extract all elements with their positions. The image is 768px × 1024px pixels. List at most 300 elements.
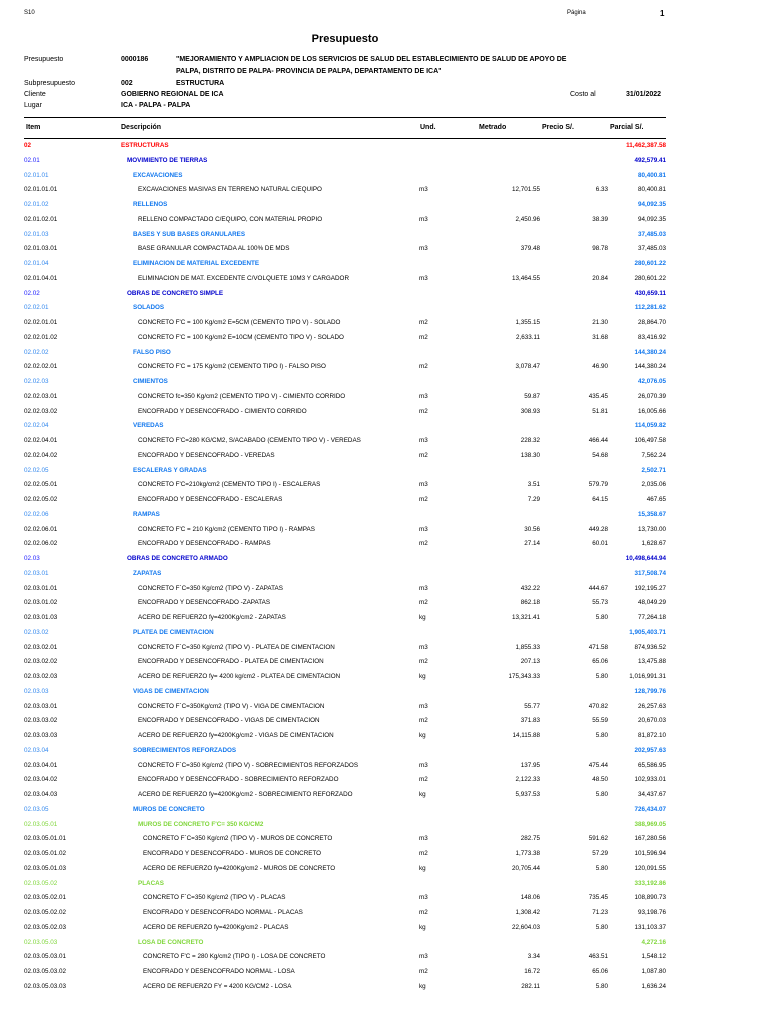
row-item-code: 02.02.05 bbox=[24, 466, 49, 474]
row-metrado: 22,604.03 bbox=[511, 923, 540, 931]
row-unit: m3 bbox=[419, 437, 428, 444]
table-row bbox=[0, 612, 768, 626]
row-description: SOBRECIMIENTOS REFORZADOS bbox=[133, 746, 237, 754]
row-parcial: 192,195.27 bbox=[634, 584, 666, 592]
row-parcial: 202,957.63 bbox=[634, 746, 666, 754]
row-parcial: 34,437.67 bbox=[637, 791, 666, 798]
row-parcial: 102,933.01 bbox=[634, 776, 666, 784]
row-item-code: 02.03.05 bbox=[24, 805, 49, 813]
row-parcial: 37,485.03 bbox=[637, 245, 666, 253]
cliente-label: Cliente bbox=[24, 91, 46, 98]
lugar-value: ICA - PALPA - PALPA bbox=[121, 102, 191, 109]
table-row bbox=[0, 863, 768, 877]
row-parcial: 7,562.24 bbox=[641, 451, 666, 459]
row-description: ENCOFRADO Y DESENCOFRADO -ZAPATAS bbox=[138, 599, 271, 607]
table-row bbox=[0, 701, 768, 715]
table-group-row bbox=[0, 376, 768, 390]
table-row bbox=[0, 450, 768, 464]
table-row bbox=[0, 951, 768, 965]
row-item-code: 02.02 bbox=[24, 289, 40, 297]
row-metrado: 13,464.55 bbox=[511, 274, 540, 282]
table-row bbox=[0, 774, 768, 788]
row-description: ACERO DE REFUERZO fy=4200Kg/cm2 - SOBRECIMIENTO REFORZADO bbox=[138, 791, 353, 798]
table-group-row bbox=[0, 288, 768, 302]
table-row bbox=[0, 715, 768, 729]
row-metrado: 862.18 bbox=[520, 599, 540, 607]
row-description: EXCAVACIONES bbox=[133, 171, 183, 179]
row-unit: kg bbox=[419, 982, 426, 990]
row-metrado: 7.29 bbox=[527, 496, 540, 503]
row-item-code: 02.03.05.03 bbox=[24, 938, 58, 946]
row-description: EXCAVACIONES MASIVAS EN TERRENO NATURAL C/EQUIPO bbox=[138, 186, 322, 194]
row-item-code: 02.03.05.01 bbox=[24, 820, 58, 828]
row-metrado: 1,773.38 bbox=[515, 850, 540, 857]
row-description: CONCRETO F'C = 175 Kg/cm2 (CEMENTO TIPO I) - FALSO PISO bbox=[138, 363, 326, 371]
row-unit: m3 bbox=[419, 702, 428, 710]
row-metrado: 59.87 bbox=[524, 392, 540, 400]
table-row bbox=[0, 361, 768, 375]
table-row bbox=[0, 494, 768, 508]
row-item-code: 02.03.04 bbox=[24, 746, 49, 754]
table-row bbox=[0, 922, 768, 936]
row-precio: 51.81 bbox=[592, 407, 608, 415]
row-item-code: 02.01.04.01 bbox=[24, 274, 58, 282]
row-precio: 5.80 bbox=[595, 923, 608, 931]
row-item-code: 02.02.02.01 bbox=[24, 363, 58, 371]
row-description: ENCOFRADO Y DESENCOFRADO - SOBRECIMIENTO REFORZADO bbox=[138, 776, 339, 784]
row-description: MUROS DE CONCRETO F'C= 350 KG/CM2 bbox=[138, 820, 264, 828]
row-precio: 463.51 bbox=[588, 953, 608, 961]
table-group-row bbox=[0, 199, 768, 213]
row-metrado: 5,937.53 bbox=[515, 791, 540, 798]
row-precio: 65.06 bbox=[592, 968, 608, 975]
presupuesto-code: 0000186 bbox=[121, 56, 149, 63]
row-parcial: 28,864.70 bbox=[637, 319, 666, 326]
row-description: RELLENOS bbox=[133, 201, 168, 208]
column-descripcion: Descripción bbox=[121, 124, 162, 131]
page-title: Presupuesto bbox=[311, 33, 379, 45]
row-precio: 5.80 bbox=[595, 732, 608, 739]
row-description: CONCRETO F`C=350 Kg/cm2 (TIPO V) - MUROS DE CONCRETO bbox=[143, 835, 333, 843]
row-unit: m3 bbox=[419, 186, 428, 194]
project-title-line1: "MEJORAMIENTO Y AMPLIACION DE LOS SERVICIOS DE SALUD DEL ESTABLECIMIENTO DE SALUD DE APOYO DE bbox=[176, 56, 567, 63]
row-parcial: 65,586.95 bbox=[637, 761, 666, 769]
row-description: ACERO DE REFUERZO fy=4200Kg/cm2 - VIGAS DE CIMENTACION bbox=[138, 732, 334, 739]
row-unit: m3 bbox=[419, 274, 428, 282]
table-row bbox=[0, 243, 768, 257]
row-metrado: 20,705.44 bbox=[511, 864, 540, 872]
row-unit: m2 bbox=[419, 658, 428, 666]
row-item-code: 02.03.02.03 bbox=[24, 673, 58, 680]
row-parcial: 15,358.67 bbox=[637, 510, 666, 518]
row-description: RAMPAS bbox=[133, 510, 160, 518]
row-item-code: 02.03.03.01 bbox=[24, 702, 58, 710]
row-description: ACERO DE REFUERZO fy=4200Kg/cm2 - ZAPATAS bbox=[138, 614, 286, 621]
row-unit: m3 bbox=[419, 525, 428, 533]
row-parcial: 83,416.92 bbox=[637, 333, 666, 341]
row-item-code: 02.02.04.01 bbox=[24, 437, 58, 444]
costo-label: Costo al bbox=[570, 91, 596, 98]
row-item-code: 02.03.01.01 bbox=[24, 584, 58, 592]
row-description: ELIMINACION DE MAT. EXCEDENTE C/VOLQUETE 10M3 Y CARGADOR bbox=[138, 274, 349, 282]
row-parcial: 106,497.58 bbox=[634, 437, 666, 444]
row-metrado: 30.56 bbox=[524, 525, 540, 533]
row-parcial: 131,103.37 bbox=[634, 923, 666, 931]
row-parcial: 93,198.76 bbox=[637, 909, 666, 916]
row-unit: m3 bbox=[419, 215, 428, 223]
row-metrado: 148.06 bbox=[520, 894, 540, 902]
table-group-row bbox=[0, 170, 768, 184]
row-precio: 48.50 bbox=[592, 776, 608, 784]
row-metrado: 379.48 bbox=[520, 245, 540, 253]
row-precio: 65.06 bbox=[592, 658, 608, 666]
row-parcial: 20,670.03 bbox=[637, 717, 666, 725]
row-precio: 46.90 bbox=[592, 363, 608, 371]
subpresupuesto-label: Subpresupuesto bbox=[24, 80, 75, 87]
row-unit: m2 bbox=[419, 451, 428, 459]
row-item-code: 02.02.06.01 bbox=[24, 525, 58, 533]
project-title-line2: PALPA, DISTRITO DE PALPA- PROVINCIA DE PALPA, DEPARTAMENTO DE ICA" bbox=[176, 68, 442, 75]
row-parcial: 317,508.74 bbox=[634, 569, 666, 577]
row-item-code: 02.02.01.01 bbox=[24, 319, 58, 326]
row-item-code: 02.03.03 bbox=[24, 687, 49, 695]
row-metrado: 2,633.11 bbox=[515, 333, 540, 341]
row-item-code: 02.03.01 bbox=[24, 569, 49, 577]
row-parcial: 280,601.22 bbox=[634, 260, 666, 267]
row-description: MOVIMIENTO DE TIERRAS bbox=[127, 156, 208, 164]
table-row bbox=[0, 656, 768, 670]
row-item-code: 02.02.03.01 bbox=[24, 392, 58, 400]
row-precio: 5.80 bbox=[595, 673, 608, 680]
row-item-code: 02.01.01 bbox=[24, 171, 49, 179]
row-item-code: 02.03 bbox=[24, 555, 40, 562]
row-item-code: 02.02.01.02 bbox=[24, 333, 58, 341]
row-parcial: 13,475.88 bbox=[637, 658, 666, 666]
row-unit: m3 bbox=[419, 953, 428, 961]
row-description: CONCRETO F`C=350 Kg/cm2 (TIPO V) - SOBRECIMIENTOS REFORZADOS bbox=[138, 761, 359, 769]
row-precio: 475.44 bbox=[588, 761, 608, 769]
row-unit: m2 bbox=[419, 776, 428, 784]
row-parcial: 144,380.24 bbox=[634, 348, 666, 356]
table-group-row bbox=[0, 878, 768, 892]
row-metrado: 137.95 bbox=[520, 761, 540, 769]
row-description: CONCRETO fc=350 Kg/cm2 (CEMENTO TIPO V) - CIMIENTO CORRIDO bbox=[138, 392, 346, 400]
row-precio: 71.23 bbox=[592, 909, 608, 916]
table-group-row bbox=[0, 745, 768, 759]
row-item-code: 02.03.02.02 bbox=[24, 658, 58, 666]
row-description: CONCRETO F`C=350 Kg/cm2 (TIPO V) - ZAPATAS bbox=[138, 584, 283, 592]
table-group-row bbox=[0, 568, 768, 582]
row-parcial: 42,076.05 bbox=[637, 378, 666, 385]
row-precio: 57.29 bbox=[592, 850, 608, 857]
row-parcial: 280,601.22 bbox=[634, 274, 666, 282]
row-parcial: 492,579.41 bbox=[634, 156, 666, 164]
presupuesto-label: Presupuesto bbox=[24, 56, 64, 63]
row-unit: m2 bbox=[419, 333, 428, 341]
table-row bbox=[0, 730, 768, 744]
row-description: LOSA DE CONCRETO bbox=[138, 938, 204, 946]
row-item-code: 02 bbox=[24, 142, 32, 149]
row-precio: 60.01 bbox=[592, 540, 608, 548]
row-item-code: 02.02.02 bbox=[24, 348, 49, 356]
row-item-code: 02.03.04.03 bbox=[24, 791, 58, 798]
subpresupuesto-name: ESTRUCTURA bbox=[176, 80, 225, 87]
subpresupuesto-code: 002 bbox=[121, 80, 133, 87]
row-metrado: 138.30 bbox=[520, 451, 540, 459]
row-unit: kg bbox=[419, 791, 426, 798]
table-row bbox=[0, 184, 768, 198]
row-unit: m2 bbox=[419, 909, 428, 916]
row-description: VEREDAS bbox=[133, 422, 164, 430]
row-precio: 5.80 bbox=[595, 791, 608, 798]
row-unit: kg bbox=[419, 673, 426, 680]
row-metrado: 207.13 bbox=[520, 658, 540, 666]
row-description: ENCOFRADO Y DESENCOFRADO - MUROS DE CONCRETO bbox=[143, 850, 322, 857]
row-precio: 98.78 bbox=[592, 245, 608, 253]
row-metrado: 3.51 bbox=[527, 481, 540, 489]
table-row bbox=[0, 642, 768, 656]
column-precio: Precio S/. bbox=[542, 124, 574, 131]
row-precio: 5.80 bbox=[595, 614, 608, 621]
row-unit: m2 bbox=[419, 496, 428, 503]
row-description: CONCRETO F'C = 280 Kg/cm2 (TIPO I) - LOSA DE CONCRETO bbox=[143, 953, 326, 961]
table-group-row bbox=[0, 819, 768, 833]
row-description: ACERO DE REFUERZO fy=4200Kg/cm2 - MUROS DE CONCRETO bbox=[143, 864, 336, 872]
row-description: PLATEA DE CIMENTACION bbox=[133, 628, 214, 636]
row-description: SOLADOS bbox=[133, 304, 165, 312]
row-unit: m3 bbox=[419, 392, 428, 400]
row-precio: 466.44 bbox=[588, 437, 608, 444]
row-parcial: 108,890.73 bbox=[634, 894, 666, 902]
row-description: ACERO DE REFUERZO fy=4200Kg/cm2 - PLACAS bbox=[143, 923, 289, 931]
row-description: CONCRETO F'C = 100 Kg/cm2 E=5CM (CEMENTO TIPO V) - SOLADO bbox=[138, 319, 341, 326]
row-unit: kg bbox=[419, 923, 426, 931]
row-unit: m3 bbox=[419, 584, 428, 592]
table-row bbox=[0, 317, 768, 331]
lugar-label: Lugar bbox=[24, 102, 42, 109]
row-item-code: 02.02.04 bbox=[24, 422, 49, 430]
row-item-code: 02.03.05.01.03 bbox=[24, 864, 67, 872]
row-description: RELLENO COMPACTADO C/EQUIPO, CON MATERIAL PROPIO bbox=[138, 215, 323, 223]
row-item-code: 02.03.02 bbox=[24, 628, 49, 636]
row-unit: m2 bbox=[419, 540, 428, 548]
row-item-code: 02.02.03 bbox=[24, 378, 49, 385]
row-metrado: 13,321.41 bbox=[511, 614, 540, 621]
table-row bbox=[0, 391, 768, 405]
row-unit: kg bbox=[419, 732, 426, 739]
row-item-code: 02.03.02.01 bbox=[24, 643, 58, 651]
row-metrado: 175,343.33 bbox=[508, 673, 540, 680]
row-unit: m2 bbox=[419, 407, 428, 415]
row-description: CONCRETO F'C = 210 Kg/cm2 (CEMENTO TIPO I) - RAMPAS bbox=[138, 525, 315, 533]
row-unit: m2 bbox=[419, 850, 428, 857]
column-und: Und. bbox=[420, 124, 436, 131]
row-unit: m3 bbox=[419, 761, 428, 769]
row-parcial: 1,636.24 bbox=[641, 982, 666, 990]
row-parcial: 874,936.52 bbox=[634, 643, 666, 651]
table-row bbox=[0, 332, 768, 346]
row-precio: 735.45 bbox=[588, 894, 608, 902]
row-metrado: 2,122.33 bbox=[515, 776, 540, 784]
row-item-code: 02.02.04.02 bbox=[24, 451, 58, 459]
row-parcial: 388,969.05 bbox=[634, 820, 666, 828]
row-parcial: 333,192.86 bbox=[634, 879, 666, 887]
table-row bbox=[0, 966, 768, 980]
cliente-value: GOBIERNO REGIONAL DE ICA bbox=[121, 91, 224, 98]
table-row bbox=[0, 892, 768, 906]
table-group-row bbox=[0, 509, 768, 523]
row-description: CIMIENTOS bbox=[133, 378, 168, 385]
table-group-row bbox=[0, 229, 768, 243]
table-group-row bbox=[0, 302, 768, 316]
row-description: ENCOFRADO Y DESENCOFRADO - CIMIENTO CORRIDO bbox=[138, 407, 307, 415]
row-item-code: 02.03.05.02.01 bbox=[24, 894, 67, 902]
row-description: VIGAS DE CIMENTACION bbox=[133, 687, 209, 695]
table-row bbox=[0, 760, 768, 774]
row-unit: m2 bbox=[419, 319, 428, 326]
table-group-row bbox=[0, 155, 768, 169]
table-group-row bbox=[0, 627, 768, 641]
column-metrado: Metrado bbox=[479, 124, 507, 131]
row-description: CONCRETO F'C = 100 Kg/cm2 E=10CM (CEMENTO TIPO V) - SOLADO bbox=[138, 333, 344, 341]
row-item-code: 02.02.05.02 bbox=[24, 496, 58, 503]
row-parcial: 167,280.56 bbox=[634, 835, 666, 843]
row-item-code: 02.01.01.01 bbox=[24, 186, 58, 194]
row-description: ENCOFRADO Y DESENCOFRADO - VIGAS DE CIMENTACION bbox=[138, 717, 320, 725]
row-unit: m2 bbox=[419, 717, 428, 725]
row-item-code: 02.03.05.03.03 bbox=[24, 982, 67, 990]
row-description: ZAPATAS bbox=[133, 569, 162, 577]
row-metrado: 16.72 bbox=[524, 968, 540, 975]
row-precio: 54.68 bbox=[592, 451, 608, 459]
row-item-code: 02.03.01.02 bbox=[24, 599, 58, 607]
row-item-code: 02.03.04.01 bbox=[24, 761, 58, 769]
row-description: CONCRETO F`C=350 Kg/cm2 (TIPO V) - PLATEA DE CIMENTACION bbox=[138, 643, 335, 651]
row-parcial: 467.65 bbox=[646, 496, 666, 503]
table-row bbox=[0, 524, 768, 538]
row-description: ESCALERAS Y GRADAS bbox=[133, 466, 207, 474]
row-item-code: 02.03.05.01.01 bbox=[24, 835, 67, 843]
row-precio: 591.62 bbox=[588, 835, 608, 843]
row-description: OBRAS DE CONCRETO SIMPLE bbox=[127, 289, 224, 297]
row-item-code: 02.01.02 bbox=[24, 201, 49, 208]
row-parcial: 101,596.94 bbox=[634, 850, 666, 857]
table-row bbox=[0, 789, 768, 803]
row-parcial: 80,400.81 bbox=[637, 186, 666, 194]
row-parcial: 1,087.80 bbox=[641, 968, 666, 975]
row-item-code: 02.03.05.02.03 bbox=[24, 923, 67, 931]
row-unit: m3 bbox=[419, 894, 428, 902]
row-metrado: 432.22 bbox=[520, 584, 540, 592]
page-number: 1 bbox=[660, 9, 665, 18]
row-precio: 449.28 bbox=[588, 525, 608, 533]
row-precio: 55.59 bbox=[592, 717, 608, 725]
row-precio: 5.80 bbox=[595, 864, 608, 872]
table-group-row bbox=[0, 686, 768, 700]
row-parcial: 144,380.24 bbox=[634, 363, 666, 371]
row-parcial: 13,730.00 bbox=[637, 525, 666, 533]
row-parcial: 112,281.62 bbox=[634, 304, 666, 312]
row-metrado: 3,078.47 bbox=[515, 363, 540, 371]
row-parcial: 80,400.81 bbox=[637, 171, 666, 179]
row-item-code: 02.03.03.02 bbox=[24, 717, 58, 725]
row-unit: m3 bbox=[419, 835, 428, 843]
row-metrado: 27.14 bbox=[524, 540, 540, 548]
row-description: FALSO PISO bbox=[133, 348, 171, 356]
table-group-row bbox=[0, 420, 768, 434]
table-row bbox=[0, 538, 768, 552]
row-item-code: 02.02.03.02 bbox=[24, 407, 58, 415]
row-item-code: 02.01.04 bbox=[24, 260, 49, 267]
row-unit: m3 bbox=[419, 245, 428, 253]
table-group-row bbox=[0, 804, 768, 818]
row-unit: m3 bbox=[419, 643, 428, 651]
row-parcial: 94,092.35 bbox=[637, 201, 666, 208]
table-row bbox=[0, 907, 768, 921]
table-row bbox=[0, 435, 768, 449]
row-description: ENCOFRADO Y DESENCOFRADO NORMAL - PLACAS bbox=[143, 909, 303, 916]
row-parcial: 2,502.71 bbox=[641, 466, 666, 474]
row-precio: 5.80 bbox=[595, 982, 608, 990]
table-group-row bbox=[0, 140, 768, 154]
row-parcial: 37,485.03 bbox=[637, 230, 666, 238]
row-parcial: 1,548.12 bbox=[641, 953, 666, 961]
row-precio: 6.33 bbox=[595, 186, 608, 194]
row-description: BASE GRANULAR COMPACTADA AL 100% DE MDS bbox=[138, 245, 290, 253]
row-item-code: 02.03.04.02 bbox=[24, 776, 58, 784]
row-metrado: 12,701.55 bbox=[511, 186, 540, 194]
table-row bbox=[0, 848, 768, 862]
table-row bbox=[0, 833, 768, 847]
row-metrado: 308.93 bbox=[520, 407, 540, 415]
row-metrado: 371.83 bbox=[520, 717, 540, 725]
row-description: ENCOFRADO Y DESENCOFRADO - ESCALERAS bbox=[138, 496, 283, 503]
row-parcial: 26,070.39 bbox=[637, 392, 666, 400]
row-metrado: 3.34 bbox=[527, 953, 540, 961]
table-group-row bbox=[0, 465, 768, 479]
row-metrado: 55.77 bbox=[524, 702, 540, 710]
row-parcial: 430,659.11 bbox=[634, 289, 666, 297]
row-precio: 471.58 bbox=[588, 643, 608, 651]
row-precio: 579.79 bbox=[588, 481, 608, 489]
row-parcial: 120,091.55 bbox=[634, 864, 666, 872]
table-header bbox=[24, 117, 666, 139]
row-metrado: 282.75 bbox=[520, 835, 540, 843]
row-parcial: 128,799.76 bbox=[634, 687, 666, 695]
row-description: CONCRETO F'C=280 KG/CM2, S/ACABADO (CEMENTO TIPO V) - VEREDAS bbox=[138, 437, 361, 444]
row-unit: m2 bbox=[419, 599, 428, 607]
row-item-code: 02.02.06.02 bbox=[24, 540, 58, 548]
costo-date: 31/01/2022 bbox=[626, 91, 662, 98]
row-unit: m2 bbox=[419, 363, 428, 371]
row-description: PLACAS bbox=[138, 879, 164, 887]
table-group-row bbox=[0, 347, 768, 361]
row-description: MUROS DE CONCRETO bbox=[133, 805, 205, 813]
table-group-row bbox=[0, 553, 768, 567]
row-parcial: 1,905,403.71 bbox=[629, 628, 666, 636]
row-description: ELIMINACION DE MATERIAL EXCEDENTE bbox=[133, 260, 260, 267]
row-unit: kg bbox=[419, 864, 426, 872]
row-parcial: 114,059.82 bbox=[634, 422, 666, 430]
row-description: ENCOFRADO Y DESENCOFRADO NORMAL - LOSA bbox=[143, 968, 295, 975]
row-metrado: 14,115.88 bbox=[512, 732, 540, 739]
row-description: ENCOFRADO Y DESENCOFRADO - PLATEA DE CIMENTACION bbox=[138, 658, 324, 666]
row-item-code: 02.01 bbox=[24, 156, 40, 164]
table-group-row bbox=[0, 937, 768, 951]
row-metrado: 1,355.15 bbox=[515, 319, 540, 326]
row-parcial: 10,498,644.94 bbox=[625, 555, 666, 562]
row-unit: m2 bbox=[419, 968, 428, 975]
